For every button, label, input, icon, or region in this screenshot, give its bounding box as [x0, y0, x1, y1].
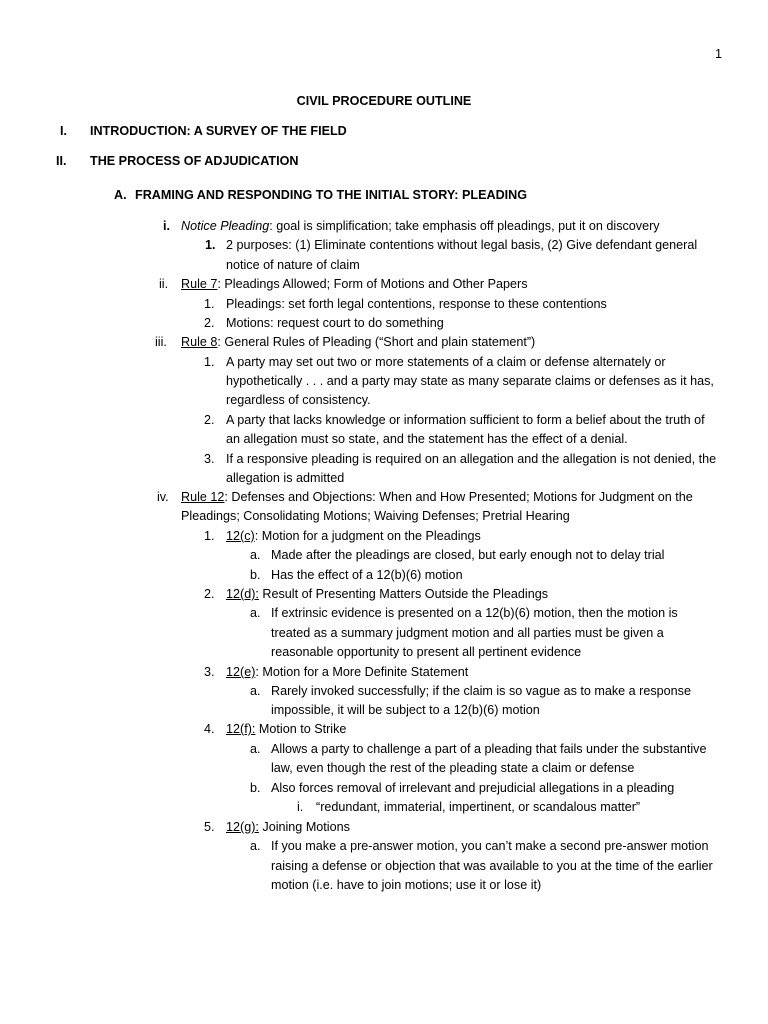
sub-marker: 2.	[204, 587, 215, 601]
letter-text: Rarely invoked successfully; if the claim is so vague as to make a response	[271, 684, 691, 698]
item-line	[181, 217, 660, 236]
sub-marker: 1.	[204, 297, 215, 311]
sub-text: hypothetically . . . and a party may state as many separate claims or defenses as it has,	[226, 374, 714, 388]
rule-line	[226, 720, 346, 739]
section-heading: THE PROCESS OF ADJUDICATION	[90, 154, 299, 168]
item-term: Rule 8	[181, 335, 218, 349]
item-term: Rule 12	[181, 490, 225, 504]
sub-text: an allegation must so state, and the statement has the effect of a denial.	[226, 432, 628, 446]
sub-marker: 1.	[204, 355, 215, 369]
item-marker: iii.	[155, 335, 167, 349]
sub-text: 2 purposes: (1) Eliminate contentions without legal basis, (2) Give defendant general	[226, 238, 698, 252]
section-marker: I.	[60, 124, 67, 138]
letter-text: Made after the pleadings are closed, but early enough not to delay trial	[271, 548, 665, 562]
sub-marker: 5.	[204, 820, 215, 834]
letter-text: raising a defense or objection that was available to you at the time of the earlier	[271, 859, 713, 873]
sub-text: A party that lacks knowledge or information sufficient to form a belief about the truth of	[226, 413, 705, 427]
subsection-heading: FRAMING AND RESPONDING TO THE INITIAL STORY: PLEADING	[135, 188, 528, 202]
sub-text: Pleadings: set forth legal contentions, response to these contentions	[226, 297, 607, 311]
letter-text: reasonable opportunity to present all pertinent evidence	[271, 645, 582, 659]
roman-text: “redundant, immaterial, impertinent, or scandalous matter”	[316, 800, 641, 814]
item-text: : Defenses and Objections: When and How Presented; Motions for Judgment on the	[224, 490, 693, 504]
item-marker: iv.	[157, 490, 169, 504]
section-marker: II.	[56, 154, 67, 168]
sub-text: If a responsive pleading is required on an allegation and the allegation is not denied, the	[226, 452, 717, 466]
item-line	[181, 333, 535, 352]
rule-code: 12(e)	[226, 665, 256, 679]
item-term: Rule 7	[181, 277, 218, 291]
letter-marker: b.	[250, 781, 261, 795]
sub-marker: 1.	[204, 529, 215, 543]
rule-line	[226, 527, 481, 546]
rule-text: Joining Motions	[258, 820, 350, 834]
sub-text: Motions: request court to do something	[226, 316, 444, 330]
letter-text: If you make a pre-answer motion, you can’t make a second pre-answer motion	[271, 839, 709, 853]
item-term: Notice Pleading	[181, 219, 270, 233]
rule-text: Result of Presenting Matters Outside the Pleadings	[258, 587, 549, 601]
sub-marker: 1.	[205, 238, 216, 252]
rule-text: Motion to Strike	[255, 722, 347, 736]
rule-code: 12(d):	[226, 587, 259, 601]
letter-text: Also forces removal of irrelevant and prejudicial allegations in a pleading	[271, 781, 675, 795]
item-text: : goal is simplification; take emphasis off pleadings, put it on discovery	[269, 219, 660, 233]
letter-marker: a.	[250, 548, 261, 562]
letter-marker: a.	[250, 839, 261, 853]
sub-text: notice of nature of claim	[226, 258, 360, 272]
roman-marker: i.	[297, 800, 304, 814]
rule-code: 12(c)	[226, 529, 255, 543]
letter-marker: a.	[250, 684, 261, 698]
rule-code: 12(f):	[226, 722, 256, 736]
rule-code: 12(g):	[226, 820, 259, 834]
subsection-marker: A.	[114, 188, 127, 202]
rule-line	[226, 585, 548, 604]
sub-marker: 4.	[204, 722, 215, 736]
document-title: CIVIL PROCEDURE OUTLINE	[296, 94, 472, 108]
letter-marker: a.	[250, 742, 261, 756]
letter-text: Has the effect of a 12(b)(6) motion	[271, 568, 463, 582]
letter-marker: a.	[250, 606, 261, 620]
page-number: 1	[715, 47, 723, 61]
item-text: : Pleadings Allowed; Form of Motions and Other Papers	[217, 277, 528, 291]
letter-text: treated as a summary judgment motion and all parties must be given a	[271, 626, 664, 640]
item-marker: ii.	[159, 277, 169, 291]
item-marker: i.	[163, 219, 170, 233]
letter-text: If extrinsic evidence is presented on a 12(b)(6) motion, then the motion is	[271, 606, 678, 620]
sub-text: A party may set out two or more statements of a claim or defense alternately or	[226, 355, 666, 369]
letter-marker: b.	[250, 568, 261, 582]
item-text: Pleadings; Consolidating Motions; Waiving Defenses; Pretrial Hearing	[181, 509, 570, 523]
item-line	[181, 488, 693, 507]
sub-text: regardless of consistency.	[226, 393, 371, 407]
letter-text: motion (i.e. have to join motions; use it or lose it)	[271, 878, 542, 892]
letter-text: impossible, it will be subject to a 12(b)(6) motion	[271, 703, 540, 717]
section-heading: INTRODUCTION: A SURVEY OF THE FIELD	[90, 124, 347, 138]
sub-marker: 2.	[204, 316, 215, 330]
sub-text: allegation is admitted	[226, 471, 345, 485]
letter-text: law, even though the rest of the pleading state a claim or defense	[271, 761, 635, 775]
letter-text: Allows a party to challenge a part of a pleading that fails under the substantive	[271, 742, 707, 756]
sub-marker: 3.	[204, 452, 215, 466]
rule-line	[226, 818, 350, 837]
sub-marker: 3.	[204, 665, 215, 679]
item-text: : General Rules of Pleading (“Short and plain statement”)	[217, 335, 536, 349]
rule-text: : Motion for a More Definite Statement	[255, 665, 469, 679]
rule-line	[226, 663, 468, 682]
rule-text: : Motion for a judgment on the Pleadings	[254, 529, 481, 543]
item-line	[181, 275, 528, 294]
sub-marker: 2.	[204, 413, 215, 427]
